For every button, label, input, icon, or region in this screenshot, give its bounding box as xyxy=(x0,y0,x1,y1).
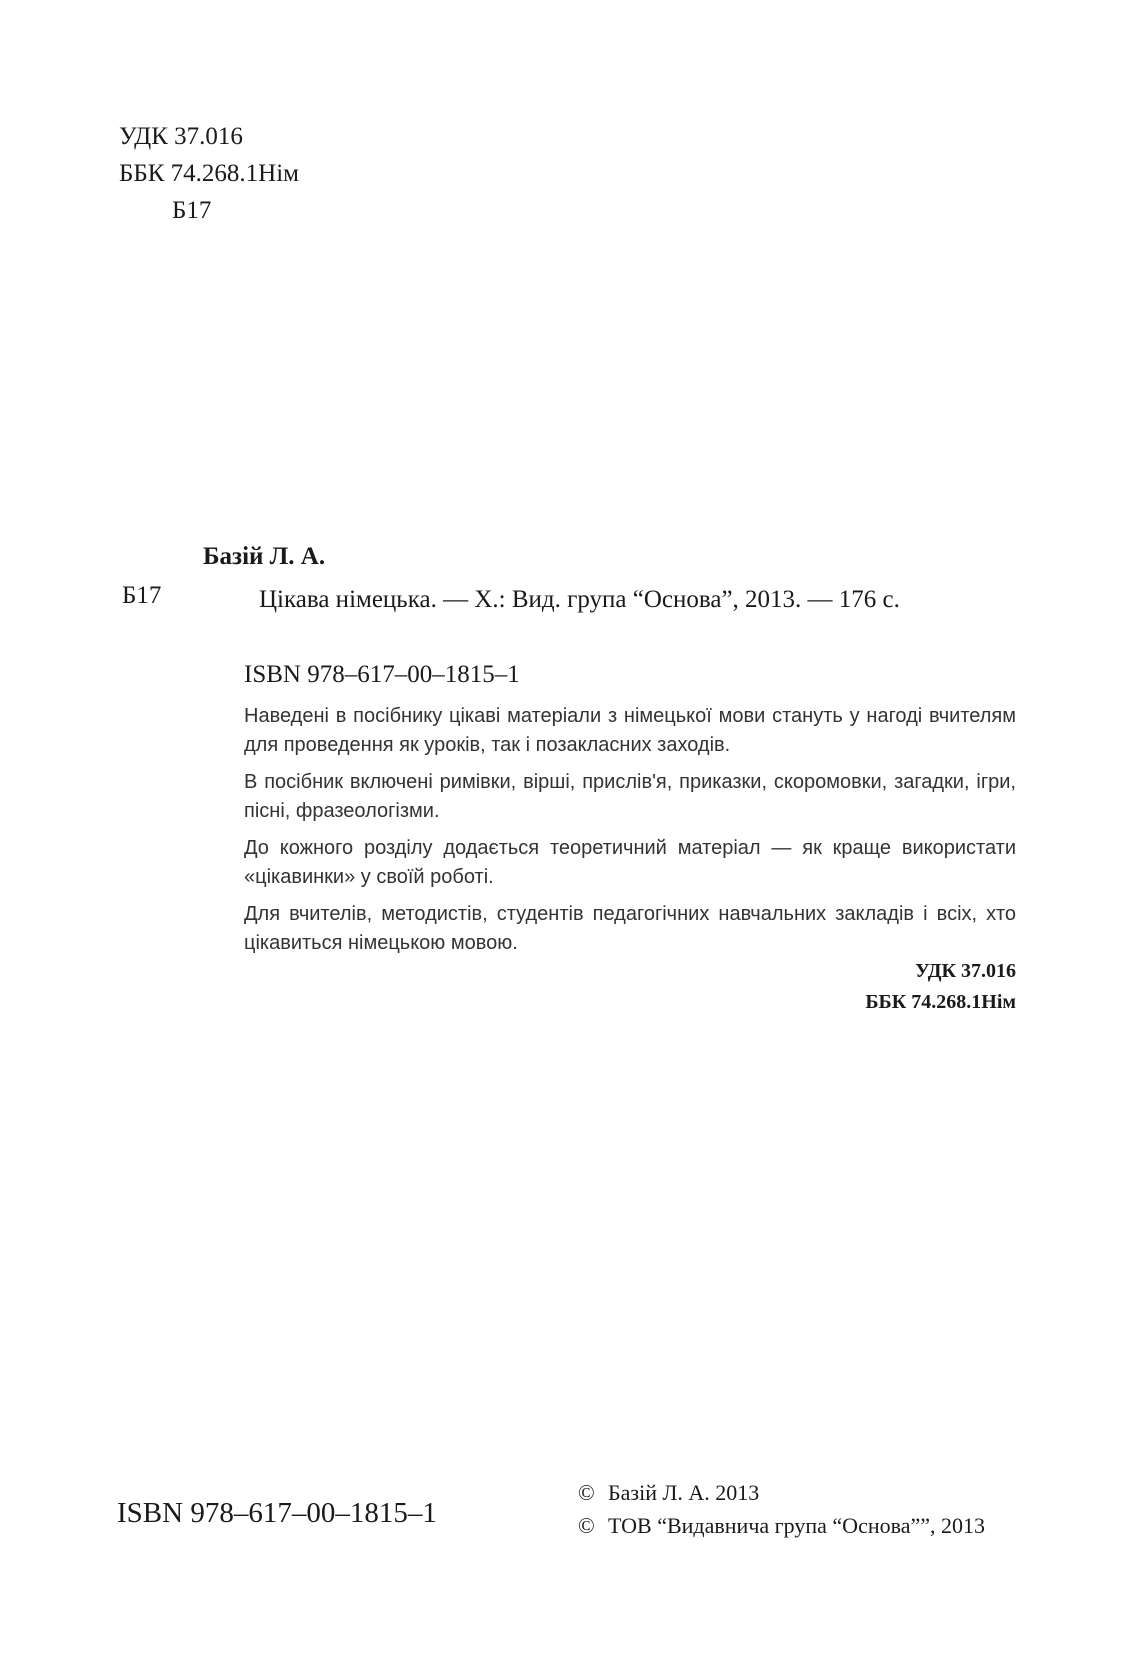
classification-codes-right xyxy=(865,956,1016,1018)
copyright-line-publisher xyxy=(578,1509,985,1542)
bbk-code: ББК 74.268.1Нім xyxy=(119,160,299,187)
udk-code: УДК 37.016 xyxy=(119,123,243,150)
copyright-block xyxy=(578,1476,985,1542)
bibliographic-description xyxy=(203,582,1018,617)
top-classification-codes xyxy=(119,118,299,229)
udk-code-right: УДК 37.016 xyxy=(915,960,1016,982)
annotation-paragraph: В посібник включені римівки, вірші, прислів'я, приказки, скоромовки, загадки, ігри, пісні, фразеологізми. xyxy=(244,771,1016,822)
isbn-footer: ISBN 978–617–00–1815–1 xyxy=(117,1497,437,1529)
annotation-paragraph: До кожного розділу додається теоретичний матеріал — як краще використати «цікавинки» у своїй роботі. xyxy=(244,837,1016,888)
description-text: Цікава німецька. — Х.: Вид. група “Основа”, 2013. — 176 с. xyxy=(259,586,900,613)
copyright-publisher: ТОВ “Видавнича група “Основа””, 2013 xyxy=(608,1513,985,1538)
copyright-icon: © xyxy=(578,1480,595,1505)
author-name: Базій Л. А. xyxy=(203,543,326,570)
copyright-line-author xyxy=(578,1476,985,1509)
annotation-paragraph: Наведені в посібнику цікаві матеріали з німецької мови стануть у нагоді вчителям для проведення як уроків, так і позакласних заходів. xyxy=(244,705,1016,756)
bbk-code-right: ББК 74.268.1Нім xyxy=(865,991,1016,1013)
copyright-icon: © xyxy=(578,1513,595,1538)
isbn-bib: ISBN 978–617–00–1815–1 xyxy=(244,661,520,688)
annotation xyxy=(244,702,1016,966)
author-mark: Б17 xyxy=(172,197,212,224)
author-mark-bib: Б17 xyxy=(122,582,162,609)
copyright-author: Базій Л. А. 2013 xyxy=(608,1480,760,1505)
annotation-paragraph: Для вчителів, методистів, студентів педагогічних навчальних закладів і всіх, хто цікавиться німецькою мовою. xyxy=(244,903,1016,954)
